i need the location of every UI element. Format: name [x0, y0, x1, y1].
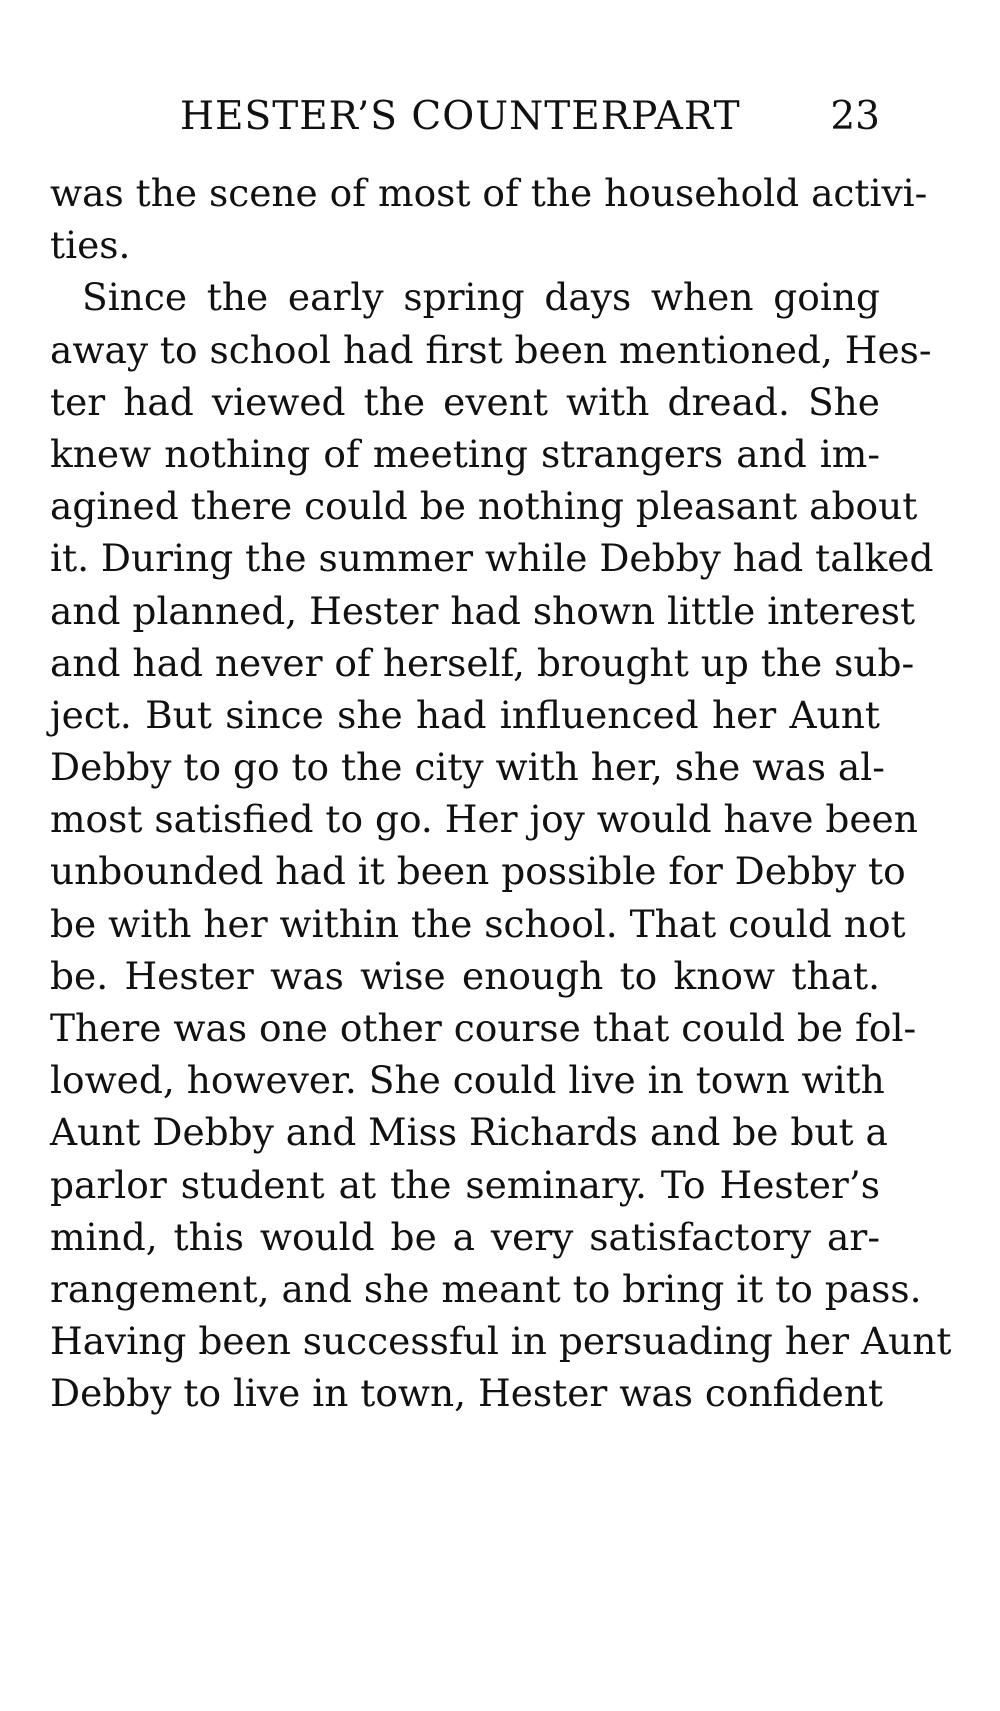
text-line: Aunt Debby and Miss Richards and be but a	[50, 1110, 888, 1155]
text-line: rangement, and she meant to bring it to pass.	[50, 1266, 922, 1311]
text-line: Debby to live in town, Hester was confident	[50, 1371, 884, 1416]
text-line: agined there could be nothing pleasant about	[50, 484, 918, 529]
text-line: ter had viewed the event with dread. She	[50, 379, 880, 424]
text-line: ties.	[50, 223, 131, 268]
text-line: be. Hester was wise enough to know that.	[50, 953, 880, 998]
text-line: be with her within the school. That could not	[50, 901, 906, 946]
text-line: knew nothing of meeting strangers and im-	[50, 431, 880, 476]
page-number: 23	[830, 94, 880, 139]
text-line: parlor student at the seminary. To Hester’s	[50, 1162, 880, 1207]
text-line: and had never of herself, brought up the sub-	[50, 640, 915, 685]
page-header	[50, 92, 880, 142]
running-head: HESTER’S COUNTERPART	[180, 94, 741, 139]
text-line: Debby to go to the city with her, she was al-	[50, 745, 885, 790]
text-line: away to school had first been mentioned, Hes-	[50, 327, 932, 372]
text-line: Having been successful in persuading her Aunt	[50, 1319, 952, 1364]
text-line: ject. But since she had influenced her Aunt	[50, 692, 880, 737]
text-line: There was one other course that could be fol-	[50, 1006, 917, 1050]
text-line: most satisfied to go. Her joy would have been	[50, 797, 918, 842]
body-text	[50, 167, 952, 1420]
paragraph-first-line: Since the early spring days when going	[82, 275, 880, 320]
text-line: and planned, Hester had shown little interest	[50, 588, 916, 633]
text-line: unbounded had it been possible for Debby to	[50, 849, 906, 894]
text-line: it. During the summer while Debby had talked	[50, 536, 934, 581]
text-line: was the scene of most of the household activi-	[50, 171, 928, 215]
text-line: lowed, however. She could live in town with	[50, 1058, 885, 1103]
text-line: mind, this would be a very satisfactory ar-	[50, 1214, 880, 1259]
